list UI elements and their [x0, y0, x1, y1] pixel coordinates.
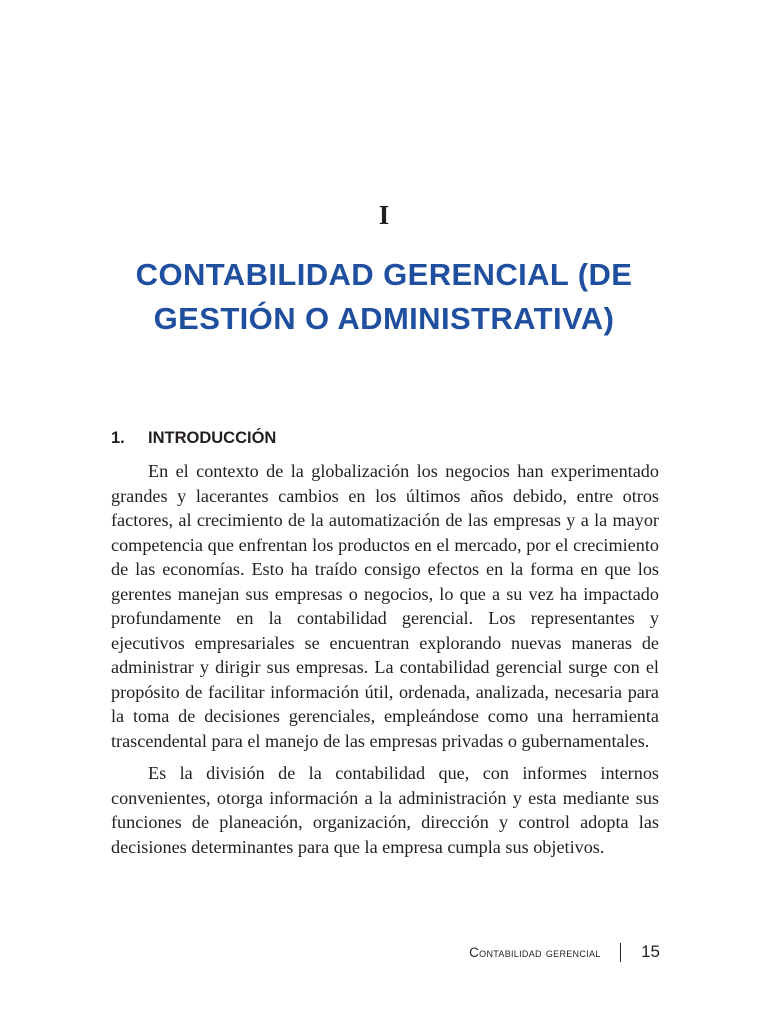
paragraph-1: En el contexto de la globalización los negocios han experimentado grandes y lacerantes cambios en los últimos años debido, entre otros factores, al crecimiento de la automatización de las empresas y a la mayor competencia que enfrentan los productos en el mercado, por el crecimiento de las economías. Esto ha traído consigo efectos en la forma en que los gerentes manejan sus empresas o negocios, lo que a su vez ha impactado profundamente en la contabilidad gerencial. Los representantes y ejecutivos empresariales se encuentran explorando nuevas maneras de administrar y dirigir sus empresas. La contabilidad gerencial surge con el propósito de facilitar información útil, ordenada, analizada, necesaria para la toma de decisiones gerenciales, empleándose como una herramienta trascendental para el manejo de las empresas privadas o gubernamentales.	[111, 461, 659, 751]
chapter-title	[60, 253, 708, 341]
footer-separator	[620, 943, 622, 962]
paragraph-2: Es la división de la contabilidad que, con informes internos convenientes, otorga información a la administración y esta mediante sus funciones de planeación, organización, dirección y control adopta las decisiones determinantes para que la empresa cumpla sus objetivos.	[111, 763, 659, 857]
chapter-title-line-2: GESTIÓN O ADMINISTRATIVA)	[153, 301, 615, 336]
section-title: INTRODUCCIÓN	[148, 429, 277, 447]
section-number: 1.	[111, 429, 125, 447]
running-title: Contabilidad gerencial	[469, 944, 601, 960]
chapter-title-line-1: CONTABILIDAD GERENCIAL (DE	[135, 257, 633, 292]
section-heading	[111, 429, 671, 448]
page-footer	[0, 942, 660, 962]
chapter-number: I	[378, 200, 390, 230]
page-number: 15	[641, 942, 660, 961]
body-text	[111, 459, 659, 867]
